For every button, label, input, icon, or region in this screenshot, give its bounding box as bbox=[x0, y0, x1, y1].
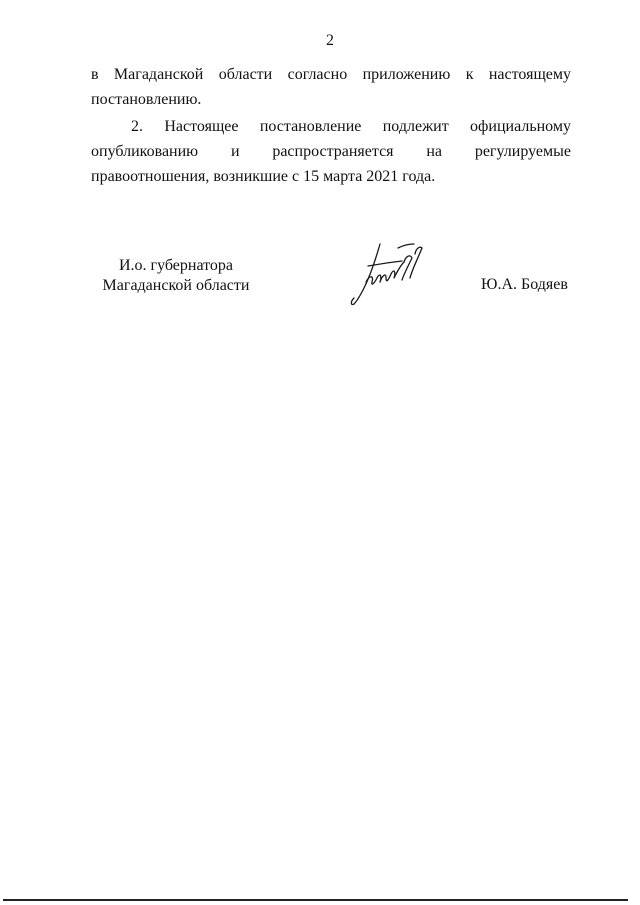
signatory-title-line-1: И.о. губернатора bbox=[118, 257, 234, 274]
paragraph-item-2: 2. Настоящее постановление подлежит официальному опубликованию и распространяется на регулируемые правоотношения, возникшие с 15 марта 2021 года. bbox=[91, 118, 571, 185]
signatory-title-line-2: Магаданской области bbox=[102, 277, 250, 294]
page-number: 2 bbox=[326, 32, 334, 49]
paragraph-continuation: в Магаданской области согласно приложению к настоящему постановлению. bbox=[91, 66, 571, 108]
page-bottom-rule bbox=[3, 899, 628, 901]
signatory-name: Ю.А. Бодяев bbox=[481, 276, 568, 293]
handwritten-signature-icon bbox=[340, 236, 436, 308]
signatory-title bbox=[91, 256, 261, 296]
